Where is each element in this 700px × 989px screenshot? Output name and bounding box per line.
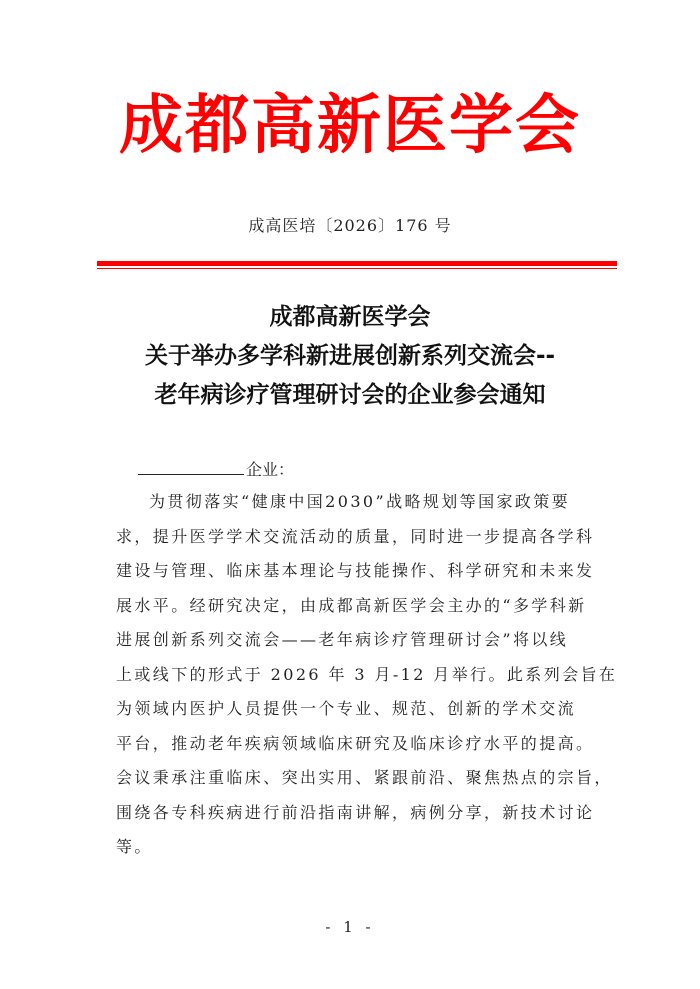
body-line: 上或线下的形式于 2026 年 3 月-12 月举行。此系列会旨在 [116,664,618,684]
body-line: 进展创新系列交流会——老年病诊疗管理研讨会”将以线 [116,630,569,649]
body-line: 求，提升医学学术交流活动的质量，同时进一步提高各学科 [116,526,595,546]
body-line: 展水平。经研究决定，由成都高新医学会主办的“多学科新 [116,595,587,615]
body-line: 围绕各专科疾病进行前沿指南讲解，病例分享，新技术讨论 [116,802,595,822]
body-line: 平台，推动老年疾病领域临床研究及临床诊疗水平的提高。 [116,733,595,753]
body-line: 等。 [116,837,153,856]
header-rule-thick [97,261,617,266]
salutation [138,457,294,480]
page-number: - 1 - [325,918,375,936]
body-line: 为领域内医护人员提供一个专业、规范、创新的学术交流 [116,699,577,718]
body-line: 为贯彻落实“健康中国2030”战略规划等国家政策要 [149,492,571,511]
document-number: 成高医培〔2026〕176 号 [248,216,452,235]
company-name-blank [138,460,244,475]
body-line: 建设与管理、临床基本理论与技能操作、科学研究和未来发 [116,561,595,580]
notice-title [0,298,700,415]
body-line: 会议秉承注重临床、突出实用、紧跟前沿、聚焦热点的宗旨， [116,768,613,787]
salutation-text: 企业： [246,460,295,479]
title-line-1: 成都高新医学会 [269,304,431,330]
title-line-2: 关于举办多学科新进展创新系列交流会-- [144,343,556,369]
header-rule-thin [97,268,617,269]
body-paragraph [116,485,616,865]
title-line-3: 老年病诊疗管理研讨会的企业参会通知 [154,382,546,408]
masthead-title: 成都高新医学会 [119,88,581,163]
